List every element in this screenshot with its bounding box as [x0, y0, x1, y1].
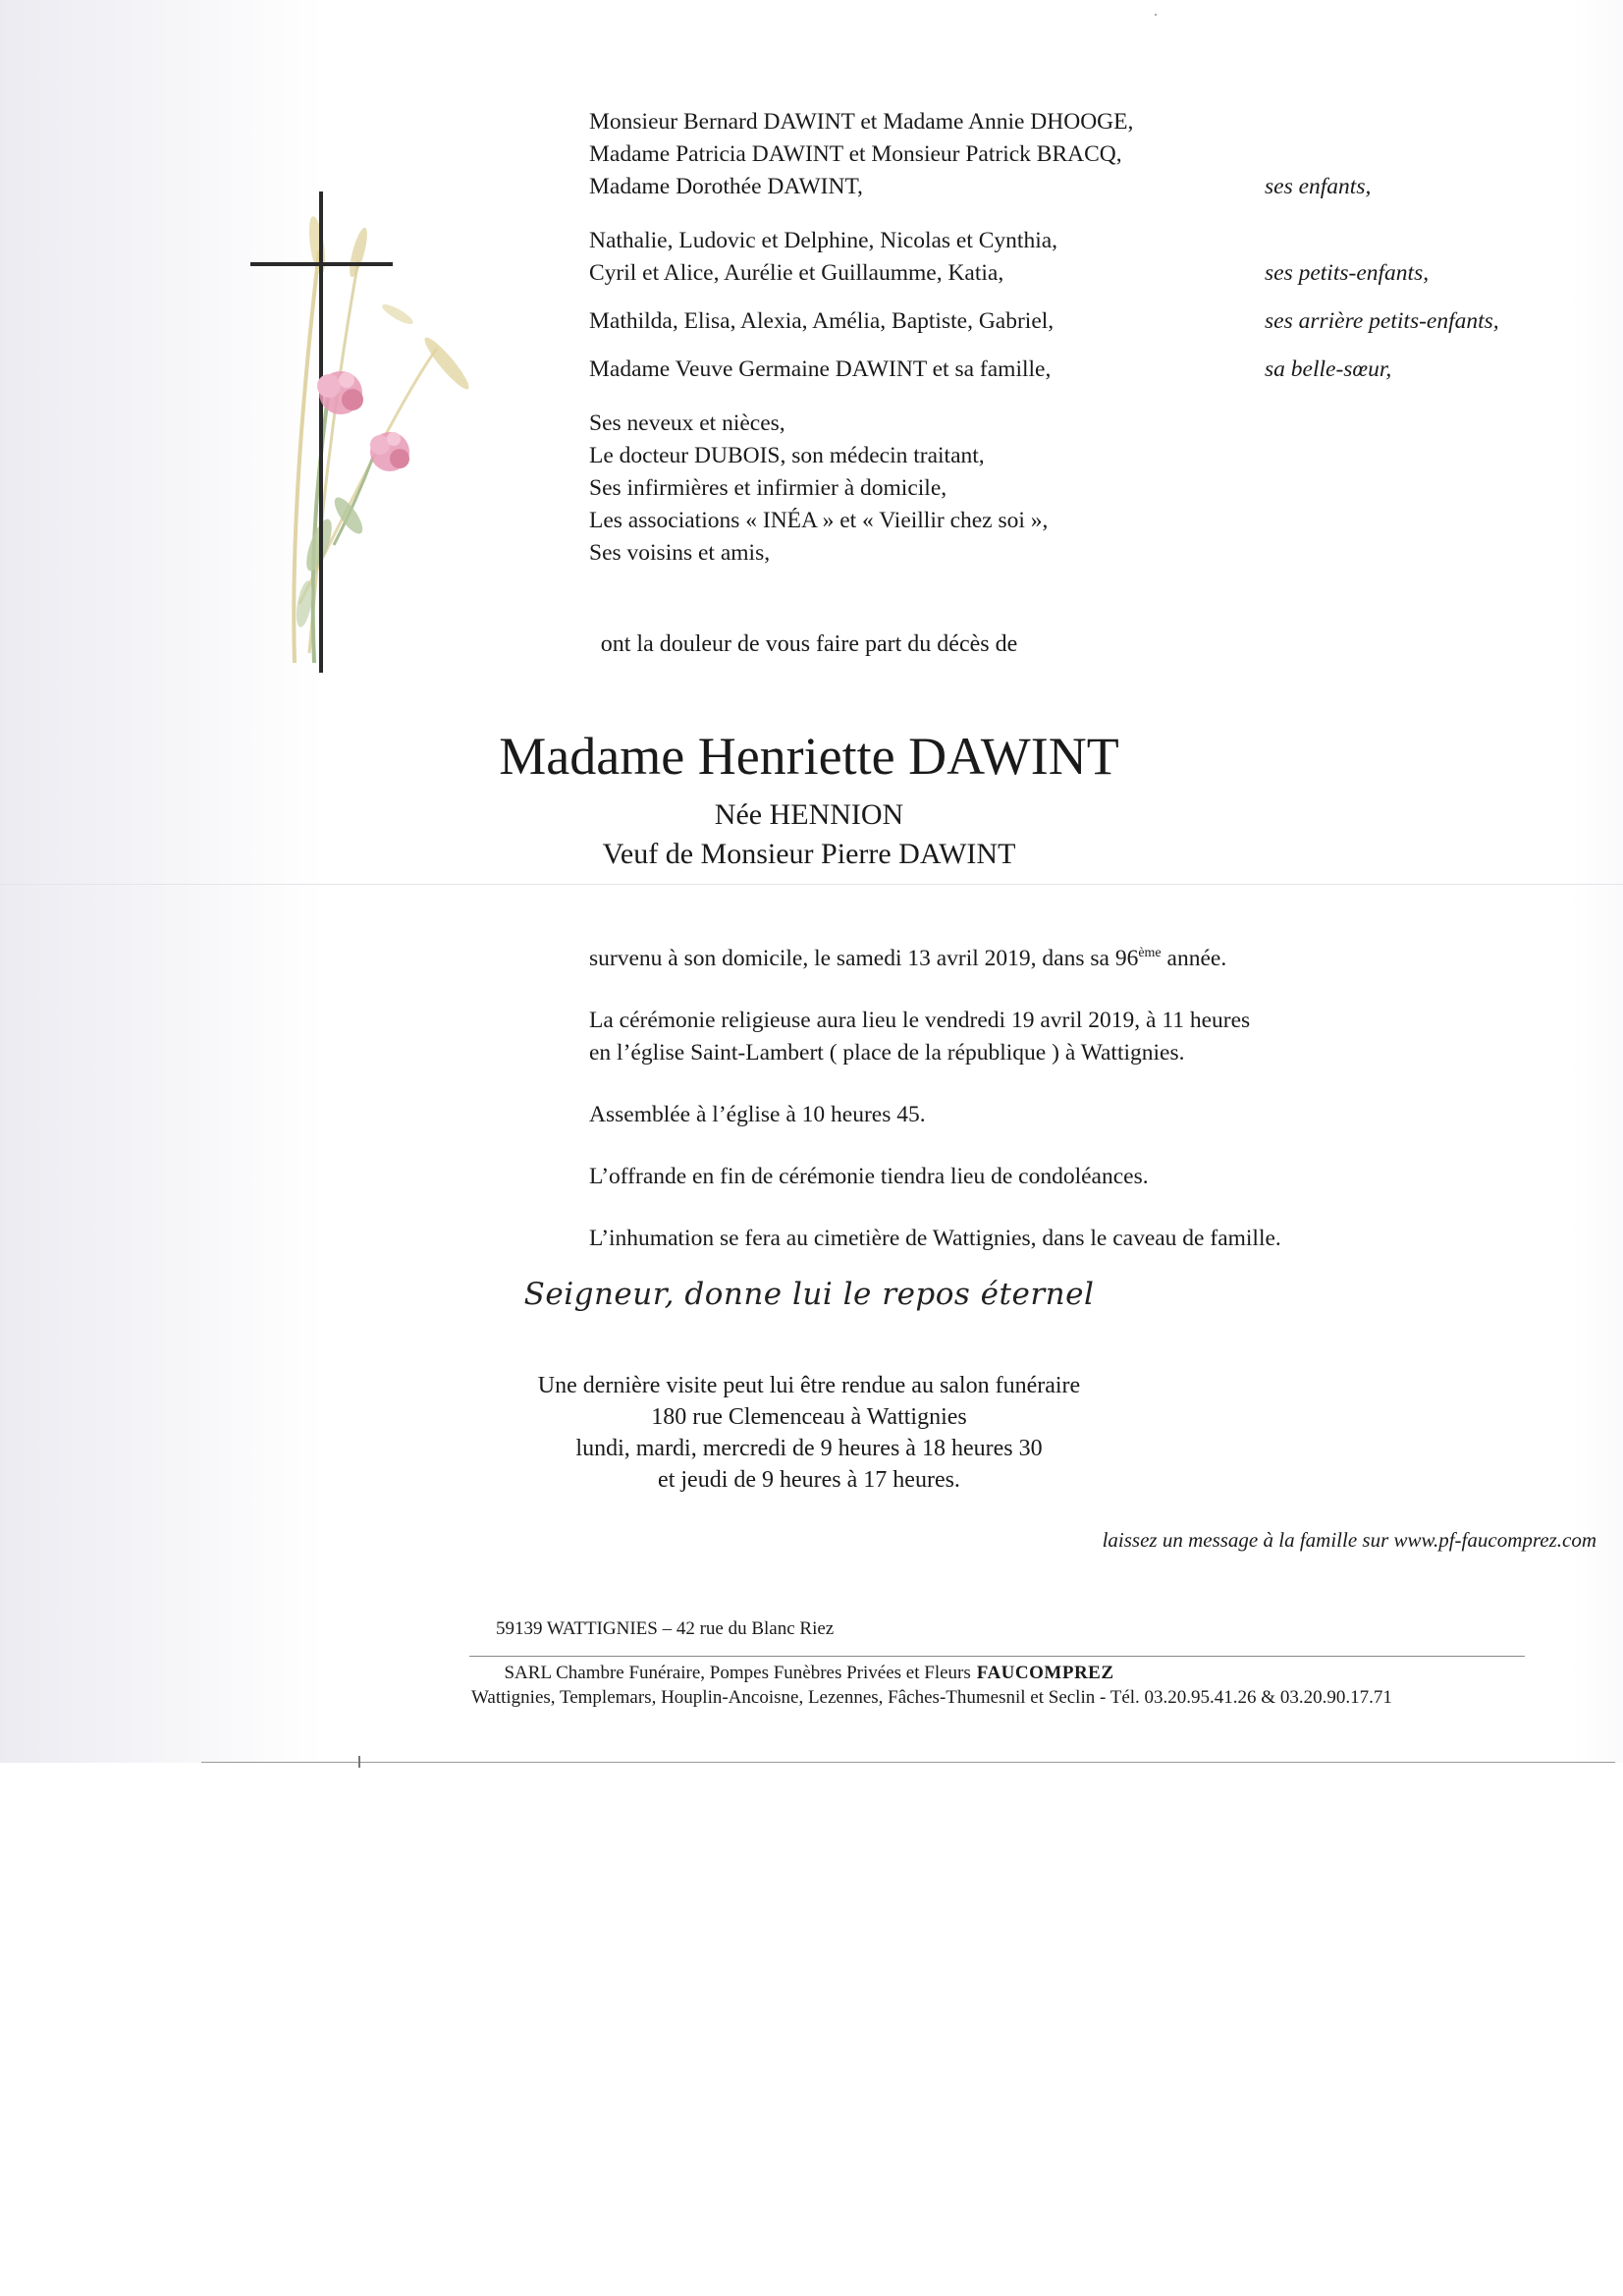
family-list [589, 106, 1591, 570]
sister-in-law-group [589, 354, 1591, 386]
family-line: Ses voisins et amis, [589, 540, 771, 566]
family-line: Le docteur DUBOIS, son médecin traitant, [589, 443, 985, 468]
prayer-line: Seigneur, donne lui le repos éternel [523, 1277, 1095, 1312]
page-bottom-rule [201, 1762, 1615, 1763]
others-group [589, 408, 1591, 570]
footer-address: 59139 WATTIGNIES – 42 rue du Blanc Riez [496, 1618, 835, 1639]
visit-line: et jeudi de 9 heures à 17 heures. [658, 1467, 960, 1493]
children-group [589, 106, 1591, 203]
relation-label: ses petits-enfants, [1265, 260, 1430, 286]
burial-note: L’inhumation se fera au cimetière de Wattignies, dans le caveau de famille. [589, 1226, 1281, 1251]
scan-speck [1155, 14, 1157, 16]
family-line: Ses neveux et nièces, [589, 410, 785, 436]
family-line: Ses infirmières et infirmier à domicile, [589, 475, 947, 501]
company-brand: FAUCOMPREZ [976, 1663, 1114, 1683]
cross-with-flowers-illustration [250, 191, 520, 673]
relation-label: ses enfants, [1265, 174, 1372, 199]
family-line: Madame Dorothée DAWINT, ses enfants, [589, 171, 1591, 203]
visit-line: lundi, mardi, mercredi de 9 heures à 18 heures 30 [575, 1436, 1043, 1461]
death-notice: survenu à son domicile, le samedi 13 avril 2019, dans sa 96ème année. [589, 946, 1227, 971]
offering-note: L’offrande en fin de cérémonie tiendra lieu de condoléances. [589, 1164, 1149, 1189]
family-line: Mathilda, Elisa, Alexia, Amélia, Baptiste, Gabriel, ses arrière petits-enfants, [589, 305, 1591, 338]
birth-name: Née HENNION [714, 798, 904, 831]
family-line: Les associations « INÉA » et « Vieillir chez soi », [589, 508, 1049, 533]
grandchildren-group [589, 225, 1591, 290]
great-grandchildren-group [589, 305, 1591, 338]
footer-towns-phone: Wattignies, Templemars, Houplin-Ancoisne, Lezennes, Fâches-Thumesnil et Seclin - Tél. 03.20.95.41.26 & 03.20.90.17.71 [471, 1687, 1392, 1708]
ceremony-line-2: en l’église Saint-Lambert ( place de la république ) à Wattignies. [589, 1040, 1185, 1066]
deceased-name: Madame Henriette DAWINT [499, 727, 1119, 786]
family-line: Madame Veuve Germaine DAWINT et sa famille, sa belle-sœur, [589, 354, 1591, 386]
family-line: Madame Patricia DAWINT et Monsieur Patrick BRACQ, [589, 141, 1122, 167]
footer-divider [469, 1656, 1525, 1657]
ceremony-line-1: La cérémonie religieuse aura lieu le vendredi 19 avril 2019, à 11 heures [589, 1008, 1251, 1033]
footer-company: SARL Chambre Funéraire, Pompes Funèbres Privées et Fleurs FAUCOMPREZ [504, 1663, 1114, 1683]
relation-label: sa belle-sœur, [1265, 356, 1392, 382]
funeral-details [589, 943, 1591, 1255]
family-line: Cyril et Alice, Aurélie et Guillaumme, Katia, ses petits-enfants, [589, 257, 1591, 290]
fold-line [0, 884, 1623, 885]
assembly-time: Assemblée à l’église à 10 heures 45. [589, 1102, 926, 1127]
family-line: Monsieur Bernard DAWINT et Madame Annie DHOOGE, [589, 109, 1134, 135]
announcement-intro: ont la douleur de vous faire part du décès de [600, 631, 1018, 657]
widow-line: Veuf de Monsieur Pierre DAWINT [602, 838, 1016, 870]
page-bottom-tick [358, 1756, 360, 1768]
relation-label: ses arrière petits-enfants, [1265, 308, 1499, 334]
visit-line: Une dernière visite peut lui être rendue au salon funéraire [537, 1373, 1081, 1398]
message-website-link[interactable]: laissez un message à la famille sur www.pf-faucomprez.com [1102, 1528, 1596, 1552]
visit-info [191, 1370, 1427, 1496]
visit-line: 180 rue Clemenceau à Wattignies [651, 1404, 967, 1430]
family-line: Nathalie, Ludovic et Delphine, Nicolas et Cynthia, [589, 228, 1058, 253]
